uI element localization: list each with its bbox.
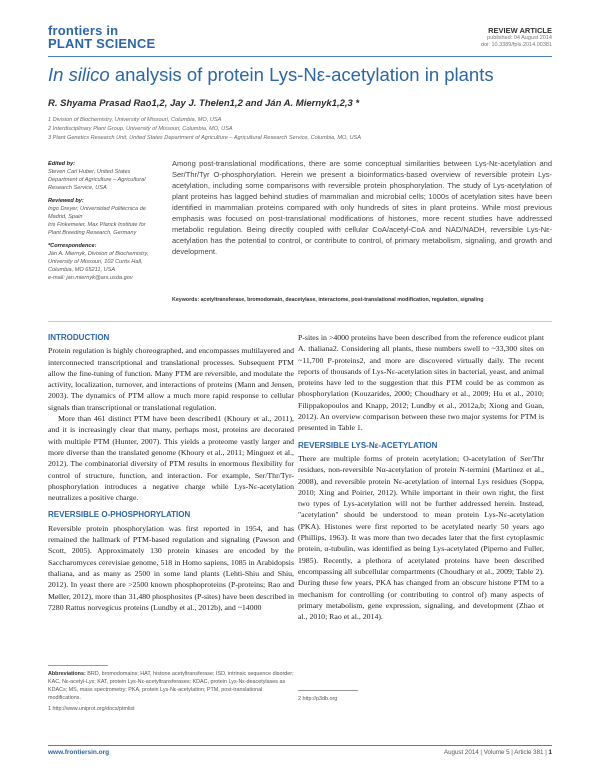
article-meta [481, 26, 552, 49]
affiliations [48, 116, 552, 143]
footer-volume: Volume 5 [483, 749, 510, 756]
correspondence-email[interactable]: e-mail: jan.miernyk@ars.usda.gov [48, 275, 133, 281]
affiliation-2: 2 Interdisciplinary Plant Group, University of Missouri, Columbia, MO, USA [48, 126, 233, 132]
abstract: Among post-translational modifications, there are some conceptual similarities between Lys-Nε-acetylation and Ser/Thr/Tyr O-phosphorylation. Herein we present a bioinformatics-based overview of reversible protein Lys-acetylation, including some comparisons with reversible protein phosphorylation. The study of Lys-acetylation of plant proteins has lagged behind studies of mammalian and microbial cells; 1000s of acetylation sites have been identified in mammalian proteins compared with only hundreds of sites in plant proteins. While most previous emphasis was focused on post-translational modifications of histones, more recent studies have addressed metabolic regulation. Being directly coupled with cellular CoA/acetyl-CoA and NAD/NADH, reversible Lys-Nε-acetylation has the potential to control, or contribute to control, of primary metabolism, signaling, and growth and development. [172, 159, 552, 256]
correspondence-label: *Correspondence: [48, 243, 97, 249]
abbreviations-text: BRD, bromodomains; HAT, histone acetyltransferase; ISD, intrinsic sequence disorder; KAC, Nε-acetyl-Lys; KAT, protein Lys-Nε-acetyltransferases; KDAC, protein Lys-Nε-deacetylases as KDACs; MS, mass spectrometry; PKA, protein Lys-Nε-acetylation; PTM, post-translational modifications. [48, 671, 294, 701]
author-list: R. Shyama Prasad Rao1,2, Jay J. Thelen1,2 and Ján A. Miernyk1,2,3 * [48, 98, 360, 109]
footer-date: August 2014 [443, 749, 479, 756]
abbreviations-label: Abbreviations: [48, 671, 86, 677]
logo-line2: PLANT SCIENCE [48, 36, 156, 51]
title-rest: analysis of protein Lys-Nε-acetylation in plants [114, 64, 494, 85]
editorial-sidebar [48, 160, 154, 287]
reviewed-by-label: Reviewed by: [48, 198, 84, 204]
correspondence-text: Ján A. Miernyk, Division of Biochemistry, University of Missouri, 102 Curtis Hall, Columbia, MO 65211, USA [48, 251, 149, 273]
footer-rule [48, 745, 552, 746]
affiliation-1: 1 Division of Biochemistry, University of Missouri, Columbia, MO, USA [48, 117, 222, 123]
footnotes-left [48, 665, 294, 713]
footnotes-right [298, 690, 544, 703]
keywords-label: Keywords: [172, 297, 200, 303]
affiliation-3: 3 Plant Genetics Research Unit, United States Department of Agriculture – Agricultural Research Service, Columbia, MO, USA [48, 135, 361, 141]
article-type: REVIEW ARTICLE [488, 26, 552, 35]
intro-paragraph-1: Protein regulation is highly choreographed, and encompasses multilayered and interconnected transcriptional and translational processes. Subsequent PTM allow the fine-tuning of function. Many PTM are reversible, and modulate the activity, localization, turnover, and interactions of proteins (Mann and Jensen, 2003). The dynamics of PTM allow a much more rapid response to cellular signals than transcriptional or translational regulation. [48, 346, 294, 412]
left-column [48, 332, 294, 613]
doi[interactable]: doi: 10.3389/fpls.2014.00381 [481, 42, 552, 49]
acetylation-heading: REVERSIBLE LYS-Nε-ACETYLATION [298, 440, 438, 450]
intro-paragraph-2: More than 461 distinct PTM have been described1 (Khoury et al., 2011), and it is increasingly clear that many, perhaps most, proteins are decorated with multiple PTM (Hunter, 2007). This yields a proteome vastly larger and more diverse than the translated genome (Khoury et al., 2011; Minguez et al., 2012). The combinatorial diversity of PTM results in enormous flexibility for control of structure, function, and interaction. For example, Ser/Thr/Tyr-phosphorylation introduces a negative charge while Lys-Nε-acetylation neutralizes a positive charge. [48, 414, 294, 503]
footer-url[interactable]: www.frontiersin.org [48, 749, 110, 756]
footer-article: Article 381 [514, 749, 544, 756]
published-date: published: 04 August 2014 [487, 35, 552, 41]
intro-heading: INTRODUCTION [48, 333, 110, 342]
acetylation-paragraph-1: There are multiple forms of protein acetylation; O-acetylation of Ser/Thr residues, non-reversible Nα-acetylation of protein N-termini (Martinez et al., 2008), and reversible protein Nε-acetylation of internal Lys residues (Soppa, 2010; Xing and Poirier, 2012). While important in their own right, the first two types of Lys-acetylation will not be further addressed herein. Instead, "acetylation" should be understood to mean protein Lys-Nε-acetylation (PKA). Histones were first reported to be acetylated nearly 50 years ago (Phillips, 1963). It was more than two decades later that the first cytoplasmic protein, α-tubulin, was identified as being Lys-acetylated (Piperno and Fuller, 1985). Recently, a plethora of acetylated proteins have been described encompassing all subcellular compartments (Choudhary et al., 2009; Table 2). During these few years, PKA has changed from an obscure histone PTM to a mechanism for controlling (or contributing to control of) many aspects of primary metabolism, gene expression, signaling, and development (Zhao et al., 2010; Rao et al., 2014). [298, 453, 544, 622]
footnote-2[interactable]: 2 http://p3db.org [298, 696, 338, 702]
phosphorylation-heading: REVERSIBLE O-PHOSPHORYLATION [48, 510, 191, 520]
edited-by-text: Steven Carl Huber, United States Department of Agriculture – Agricultural Research Service, USA [48, 169, 146, 191]
footnote-rule [48, 665, 108, 666]
abbreviations [48, 670, 294, 702]
title-italic: In silico [48, 64, 110, 85]
reviewer-2: Iris Finkemeier, Max Planck Institute for Plant Breeding Research, Germany [48, 222, 146, 236]
journal-logo [48, 24, 155, 50]
footnote-rule-right [298, 690, 358, 691]
article-title [48, 64, 552, 86]
reviewer-1: Ingo Dreyer, Universidad Politécnica de Madrid, Spain [48, 206, 146, 220]
footnote-1[interactable]: 1 http://www.uniprot.org/docs/ptmlist [48, 706, 135, 712]
footer-citation: August 2014 | Volume 5 | Article 381 | 1 [443, 749, 552, 756]
phosphorylation-paragraph-1: Reversible protein phosphorylation was first reported in 1954, and has remained the hallmark of PTM-based regulation and signaling (Pawson and Scott, 2005). Approximately 130 protein kinases are encoded by the Saccharomyces cerevisiae genome, 518 in Homo sapiens, 1085 in Arabidopsis thaliana, and as many as 2500 in some land plants (Lehti-Shiu and Shiu, 2012). In yeast there are >2500 known phosphoproteins (P-proteins; Rao and Møller, 2012), more than 31,480 phosphosites (P-sites) have been described in 7280 Rattus norvegicus proteins (Lundby et al., 2012b), and ~14000 [48, 523, 294, 612]
right-column [298, 332, 544, 622]
right-paragraph-1: P-sites in >4000 proteins have been described from the reference eudicot plant A. thaliana2. Considering all plants, these numbers swell to ~33,300 sites on ~11,700 P-proteins2, and more are discovered virtually daily. The recent reports of thousands of Lys-Nε-acetylation sites in bacterial, yeast, and animal proteins have led to the suggestion that this PTM could be as common as phosphorylation (Kouzarides, 2000; Choudhary et al., 2009; Hu et al., 2010; Filippakopoulos and Knapp, 2012; Lundby et al., 2012a,b; Xiong and Guan, 2012). An overview comparison between these two major systems for PTM is presented in Table 1. [298, 333, 544, 433]
header-rule [48, 56, 552, 57]
page-number: 1 [548, 749, 552, 756]
logo-line1: frontiers in [48, 23, 119, 38]
keywords [172, 296, 552, 304]
edited-by-label: Edited by: [48, 161, 76, 167]
keywords-text: acetyltransferase, bromodomain, deacetylase, interactome, post-translational modification, regulation, signaling [200, 297, 484, 303]
section-rule [48, 321, 552, 322]
